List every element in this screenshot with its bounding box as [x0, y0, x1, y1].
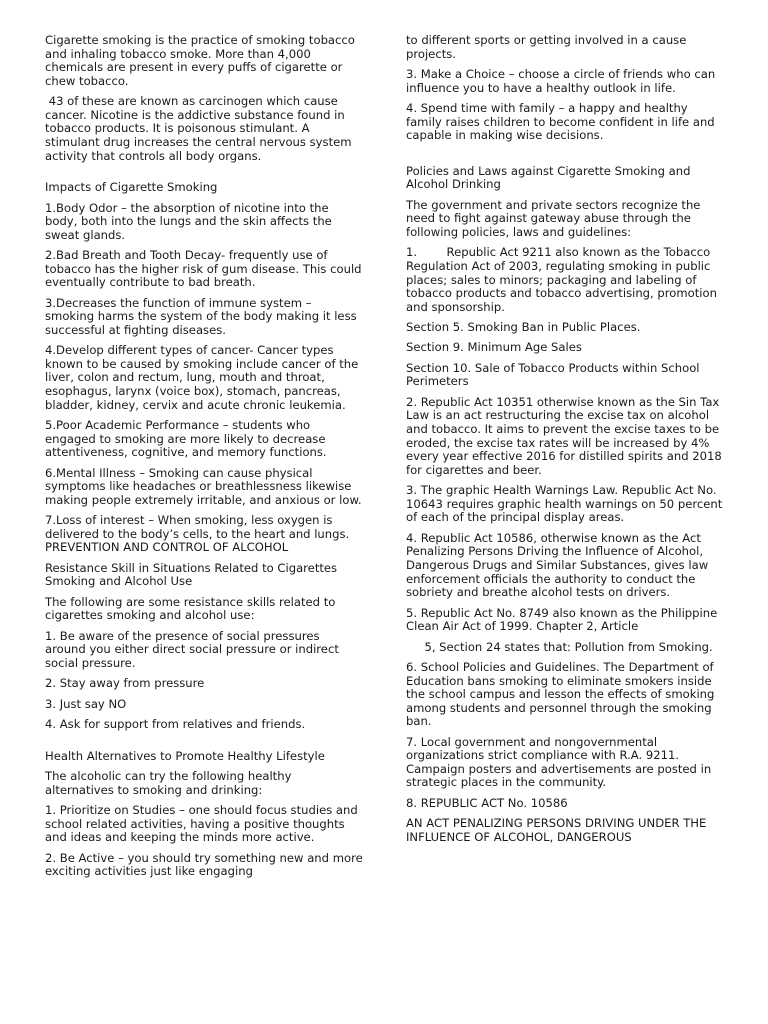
- paragraph: 43 of these are known as carcinogen which cause cancer. Nicotine is the addictive substance found in tobacco products. It is poisonous stimulant. A stimulant drug increases the central nervous system activity that controls all body organs.: [45, 94, 356, 163]
- list-item: 2. Republic Act 10351 otherwise known as the Sin Tax Law is an act restructuring the excise tax on alcohol and tobacco. It aims to prevent the excise taxes to be eroded, the excise tax rates will be increased by 4% every year effective 2016 for distilled spirits and 2018 for cigarettes and beer.: [406, 394, 726, 477]
- list-item: 5. Republic Act No. 8749 also known as the Philippine Clean Air Act of 1999. Chapter 2, Article: [406, 605, 721, 634]
- list-item: 1. Be aware of the presence of social pressures around you either direct social pressure or indirect social pressure.: [45, 628, 343, 670]
- list-item: 4. Republic Act 10586, otherwise known as the Act Penalizing Persons Driving the Influence of Alcohol, Dangerous Drugs and Similar Substances, gives law enforcement officials the authority to conduct the sobriety and breathe alcohol tests on drivers.: [406, 530, 712, 600]
- list-item: 8. REPUBLIC ACT No. 10586: [406, 795, 568, 810]
- list-item: 3. Just say NO: [45, 696, 127, 711]
- list-item: 3.Decreases the function of immune system – smoking harms the system of the body making it less successful at fighting diseases.: [45, 295, 361, 337]
- list-item: 5, Section 24 states that: Pollution from Smoking.: [406, 639, 713, 654]
- section-heading: Resistance Skill in Situations Related to Cigarettes Smoking and Alcohol Use: [45, 560, 341, 589]
- list-item: 4.Develop different types of cancer- Cancer types known to be caused by smoking include cancer of the liver, colon and rectum, lung, mouth and throat, esophagus, larynx (voice box), stomach, pancreas, bladder, kidney, cervix and acute chronic leukemia.: [45, 343, 362, 412]
- list-item: 1. Prioritize on Studies – one should focus studies and school related activities, having a positive thoughts and ideas and keeping the minds more active.: [45, 803, 362, 845]
- list-item: 1. Republic Act 9211 also known as the Tobacco Regulation Act of 2003, regulating smoking in public places; sales to minors; packaging and labeling of tobacco products and tobacco advertising, promotion and sponsorship.: [406, 245, 721, 314]
- list-item: 3. The graphic Health Warnings Law. Republic Act No. 10643 requires graphic health warnings on 50 percent of each of the principal display areas.: [406, 483, 726, 525]
- list-item: 4. Ask for support from relatives and friends.: [45, 717, 306, 732]
- paragraph: Cigarette smoking is the practice of smoking tobacco and inhaling tobacco smoke. More than 4,000 chemicals are present in every puffs of cigarette or chew tobacco.: [45, 33, 359, 88]
- paragraph: to different sports or getting involved in a cause projects.: [406, 33, 691, 61]
- list-item: Section 9. Minimum Age Sales: [406, 340, 582, 355]
- list-item: 2. Be Active – you should try something new and more exciting activities just like engaging: [45, 850, 367, 879]
- section-heading: Policies and Laws against Cigarette Smoking and Alcohol Drinking: [406, 163, 695, 192]
- list-item: 7.Loss of interest – When smoking, less oxygen is delivered to the body’s cells, to the heart and lungs. PREVENTION AND CONTROL OF ALCOHOL: [45, 513, 353, 555]
- paragraph: The alcoholic can try the following healthy alternatives to smoking and drinking:: [45, 769, 296, 797]
- list-item: 2.Bad Breath and Tooth Decay- frequently use of tobacco has the higher risk of gum disease. This could eventually contribute to bad breath.: [45, 248, 366, 290]
- list-item: 3. Make a Choice – choose a circle of friends who can influence you to have a healthy outlook in life.: [406, 66, 719, 95]
- paragraph: The government and private sectors recognize the need to fight against gateway abuse through the following policies, laws and guidelines:: [406, 197, 705, 239]
- section-heading: Health Alternatives to Promote Healthy Lifestyle: [45, 748, 325, 763]
- list-item: Section 5. Smoking Ban in Public Places.: [406, 320, 641, 335]
- list-item: 4. Spend time with family – a happy and healthy family raises children to become confident in life and capable in making wise decisions.: [406, 100, 719, 143]
- paragraph: The following are some resistance skills related to cigarettes smoking and alcohol use:: [45, 594, 340, 623]
- list-item: 6.Mental Illness – Smoking can cause physical symptoms like headaches or breathlessness likewise making people extremely irritable, and anxious or low.: [45, 465, 362, 507]
- section-heading: Impacts of Cigarette Smoking: [45, 180, 218, 195]
- list-item: 5.Poor Academic Performance – students who engaged to smoking are more likely to decrease attentiveness, cognitive, and memory functions.: [45, 418, 330, 460]
- list-item: 1.Body Odor – the absorption of nicotine into the body, both into the lungs and the skin affects the sweat glands.: [45, 200, 336, 242]
- list-item: 6. School Policies and Guidelines. The Department of Education bans smoking to eliminate smokers inside the school campus and lesson the effects of smoking among students and personnel through the smoking ban.: [406, 659, 719, 729]
- right-column: [406, 34, 724, 851]
- left-column: [45, 33, 367, 886]
- list-item: 7. Local government and nongovernmental organizations strict compliance with R.A. 9211. Campaign posters and advertisements are posted in strategic places in the community.: [406, 734, 715, 790]
- list-item: 2. Stay away from pressure: [45, 676, 205, 691]
- list-item: Section 10. Sale of Tobacco Products within School Perimeters: [406, 360, 704, 389]
- paragraph: AN ACT PENALIZING PERSONS DRIVING UNDER THE INFLUENCE OF ALCOHOL, DANGEROUS: [406, 816, 711, 844]
